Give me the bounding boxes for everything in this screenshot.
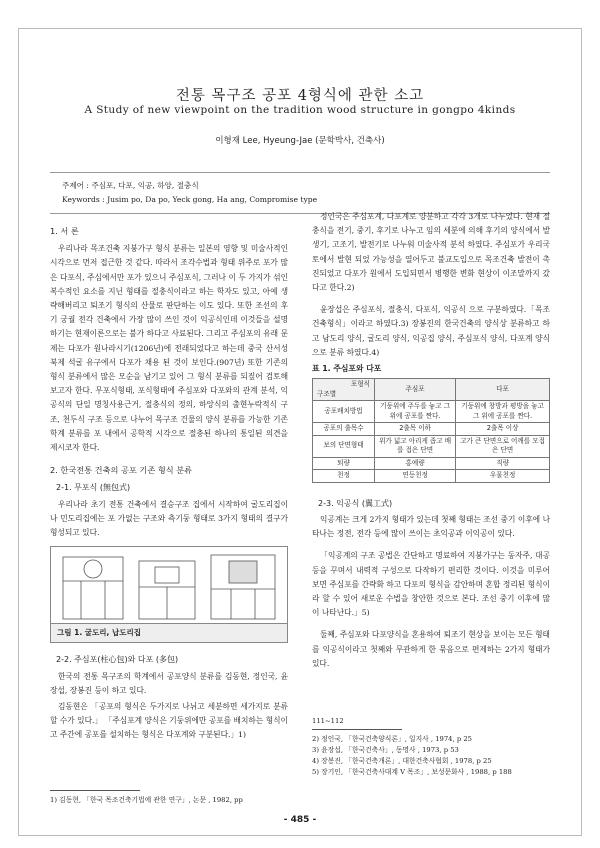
table-row-label: 천정 [313,470,375,483]
right-paragraph-2: 윤장섭은 주심포식, 절충식, 다포식, 익공식 으로 구분하였다.「목조건축형식」이라고 하였다.3) 장봉진의 한국건축의 양식상 분류하고 하고 남도리 양식, 굴도리 양식, 익공집 양식, 주심포식 양식, 다포계 양식으로 분류 하였다.4) [312,305,550,357]
page-number: - 485 - [283,815,317,825]
footnote-1: 1) 김동현, 「한국 목조건축기법에 관한 연구」, 논문 , 1982, pp [50,796,243,804]
table-cell: 기둥위에 주두를 놓고 그 위에 공포를 짠다. [375,401,456,423]
footnote-2: 2) 정인국, 「한국건축양식론」, 일지사 , 1974, p 25 [312,735,472,743]
section-2-heading: 2. 한국전통 건축의 공포 기존 형식 분류 [50,465,193,476]
table-row-label: 보의 단면형태 [313,435,375,457]
figure-1-sketch [51,547,287,624]
table-cell: 직량 [456,457,550,470]
footnote-rule [312,729,402,730]
section-2-3-quote: 「익공계의 구조 공법은 간단하고 명료하여 지붕가구는 동자주, 대공 등을 꾸며서 내력적 구성으로 다작하기 편리한 것이다. 이것을 미루어 보면 주심포를 간략화 하고 다포의 형식을 감안하며 혼합 정리된 형식이라 할 수 있어 새로운 수법을 창안한 것으로 본다. 조선 중기 이후에 많이 나타난다.」5) [312,551,550,618]
table-row-label: 공포배치방법 [313,401,375,423]
footnote-3: 3) 윤장섭, 「한국건축사」, 동명사 , 1973, p 53 [312,746,459,754]
footnote-rule [50,790,140,791]
table-cell: 연등천정 [375,470,456,483]
section-2-2-paragraph-1: 한국의 전통 목구조의 학계에서 공포양식 분류를 김동현, 정인국, 윤장섭, 장봉진 등이 하고 있다. [50,671,288,695]
section-2-1-heading: 2-1. 무포식 (無包式) [56,483,131,493]
footnote-5: 5) 장기인, 「한국건축사대계 V 목조」, 보성문화사 , 1988, p 188 [312,768,512,776]
section-1-paragraph: 우리나라 목조건축 지붕가구 형식 분류는 일본의 영향 및 미술사적인 시각으로 먼저 접근한 것 같다. 따라서 조각수법과 형태 위주로 포가 많은 다포식, 주심에서만 포가 있으니 주심포식, 그러나 이 두 가지가 섞인 복수적인 요소를 지닌 형태를 절충식이라고 하는 학자도 있고, 아예 생략해버리고 퇴조기 형식의 산물로 판단하는 이도 있다. 또한 조선의 후기 궁궐 전각 건축에서 가장 많이 쓰인 것이 익공식인데 이것들을 설명 하기는 현재이론으로는 불가 하다고 사료된다. 그리고 주심포의 유래 문제는 다포가 원나라시기(1206년)에 전래되었다고 하는데 중국 산서성 북제 석굴 유구에서 다포가 채용 된 것이 보인다.(907년) 또한 기존의 형식 분류에서 많은 모순을 남기고 있어 그 형식 분류를 되짚어 검토해 보고자 한다. 무포식형태, 포식형태에 주심포와 다포와의 관계 분석, 익공식의 단일 명칭사용근거, 절충식의 정의, 하앙식의 출현누락적식 구조, 천두식 구조 등으로 나누어 목구조 건물의 양식 분류를 가능한 기존 학계 분류를 포 내에서 공학적 시각으로 절충된 하나의 통일된 의견을 제시코자 한다. [50,244,288,453]
table-header-dapo: 다포 [456,379,550,401]
table-row [313,401,550,423]
table-cell: 고가 큰 단면으로 어깨를 모접은 단면 [456,435,550,457]
left-column [50,222,288,751]
table-cell: 위가 넓고 아리게 좁고 배를 접은 단면 [375,435,456,457]
author-line: 이형재 Lee, Hyeung-Jae (문학박사, 건축사) [215,136,385,146]
table-row [313,457,550,470]
right-footnotes [312,716,550,778]
right-column [312,210,550,679]
section-1-heading: 1. 서 론 [50,226,79,236]
table-row-label: 공포의 출목수 [313,423,375,436]
section-2-1-paragraph: 우리나라 초기 전통 건축에서 결승구조 집에서 시작하여 굴도리집이나 민도리집에는 포 가없는 구조와 측기둥 형태로 3가지 형태의 결구가 형성되고 있다. [50,499,288,538]
footnote-4: 4) 장봉진, 「한국건축개론」, 대한건축사협회 , 1978, p 25 [312,757,492,765]
keywords-box [50,172,550,214]
footnote-continuation: 111~112 [312,717,344,725]
left-footnotes [50,790,288,806]
table-1-title: 표 1. 주심포와 다포 [312,364,382,374]
section-2-3-paragraph-1: 익공계는 크게 2가지 형태가 있는데 첫째 형태는 조선 중기 이후에 나타나는 정전, 전각 등에 많이 쓰이는 초익공과 이익공이 있다. [312,514,550,539]
table-corner-top: 포형식 [350,380,370,389]
paper-title-english: A Study of new viewpoint on the tradition wood structure in gongpo 4kinds [84,104,516,116]
figure-1-drawing [50,546,288,624]
keywords-english: Keywords : Jusim po, Da po, Yeck gong, Ha ang, Compromise type [62,195,318,204]
table-row [313,470,550,483]
section-2-3-paragraph-3: 둘째, 주심포와 다포양식을 혼용하여 퇴조기 현상을 보이는 모든 형태를 익공식이라고 첫째와 무관하게 한 묶음으로 편제하는 2가지 형태가 있다. [312,630,550,668]
section-2-3-heading: 2-3. 익공식 (翼工式) [318,498,393,508]
table-cell: 기둥위에 창방과 평방을 놓고 그 위에 공포를 짠다. [456,401,550,423]
table-cell: 우물천정 [456,470,550,483]
table-row [313,435,550,457]
table-header-jusimpo: 주심포 [375,379,456,401]
table-corner-cell [313,379,375,401]
table-corner-bottom: 구조별 [317,389,337,398]
table-cell: 2출목 이하 [375,423,456,436]
keywords-korean: 주제어 : 주심포, 다포, 익공, 하앙, 절충식 [62,181,199,190]
section-2-2-heading: 2-2. 주심포(柱心包)와 다포 (多包) [56,655,179,665]
table-header-row [313,379,550,401]
table-row-label: 퇴량 [313,457,375,470]
table-row [313,423,550,436]
table-cell: 홍예량 [375,457,456,470]
figure-1-caption: 그림 1. 굴도리, 납도리집 [50,624,288,643]
table-cell: 2출목 이상 [456,423,550,436]
table-1 [312,378,550,483]
paper-title-korean: 전통 목구조 공포 4형식에 관한 소고 [175,88,425,104]
section-2-2-paragraph-2: 김동현은 「공포의 형식은 두가지로 나뉘고 세분하면 세가지로 분류 할 수가 있다.」 「주심포계 양식은 기둥위에만 공포를 배치하는 형식이고 주간에 공포를 설치하는 형식은 다포계와 구분된다.」1) [50,702,288,740]
right-paragraph-1: 정인국은 주심포계, 다포계로 양분하고 각각 3개로 나누었다. 현재 절충식을 전기, 중기, 후기로 나누고 임의 세분에 의해 후기의 양식에서 발생기, 고조기, 발전기로 나누워 미술사적 분석 하였다. 주심포가 우리국토에서 발현 되었 가능성을 열어두고 불교도입으로 목조건축 발전이 촉진되었고 다포가 원에서 도입되면서 병행한 변화 현상이 이조말까지 갔다고 한다.2) [312,212,550,293]
